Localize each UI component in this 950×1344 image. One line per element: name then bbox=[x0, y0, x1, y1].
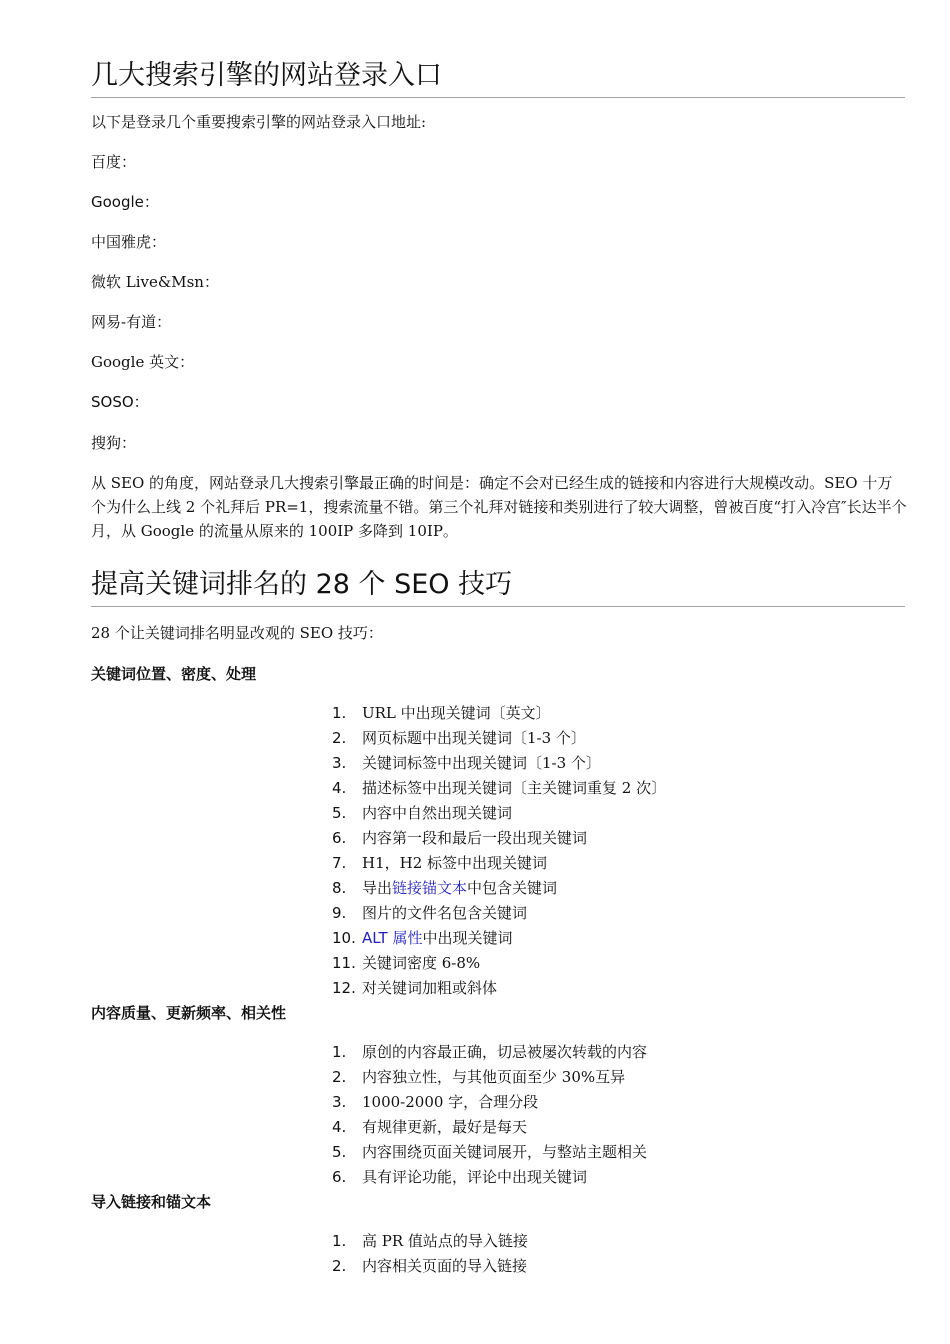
list-item bbox=[332, 876, 666, 901]
list-number: 6. bbox=[332, 829, 347, 847]
list-number: 1. bbox=[332, 1043, 347, 1061]
list-number: 6. bbox=[332, 1168, 347, 1186]
entry-google: Google： bbox=[91, 193, 159, 211]
list-text: 内容独立性，与其他页面至少 30%互异 bbox=[362, 1068, 626, 1086]
list-item bbox=[332, 951, 666, 976]
list-item bbox=[332, 1090, 647, 1115]
list-number: 1. bbox=[332, 1232, 347, 1250]
list-number: 10. bbox=[332, 929, 356, 947]
list-text: 中出现关键词 bbox=[422, 929, 513, 947]
list-item bbox=[332, 751, 666, 776]
list-text: 内容相关页面的导入链接 bbox=[362, 1257, 528, 1275]
list-text: 对关键词加粗或斜体 bbox=[362, 979, 498, 997]
list-item bbox=[332, 1165, 647, 1190]
list-item bbox=[332, 976, 666, 1001]
list-text: 图片的文件名包含关键词 bbox=[362, 904, 528, 922]
list-number: 4. bbox=[332, 779, 347, 797]
list-text: 高 PR 值站点的导入链接 bbox=[362, 1232, 528, 1250]
anchor-text-link[interactable]: 链接锚文本 bbox=[392, 879, 468, 897]
content-tips-list bbox=[332, 1040, 647, 1190]
seo-tips-intro: 28 个让关键词排名明显改观的 SEO 技巧： bbox=[91, 624, 383, 642]
list-text: 具有评论功能，评论中出现关键词 bbox=[362, 1168, 588, 1186]
entry-baidu: 百度： bbox=[91, 153, 137, 171]
list-item bbox=[332, 1229, 528, 1254]
list-item bbox=[332, 801, 666, 826]
list-text: 中包含关键词 bbox=[467, 879, 558, 897]
list-number: 8. bbox=[332, 879, 347, 897]
list-number: 7. bbox=[332, 854, 347, 872]
list-item bbox=[332, 726, 666, 751]
entry-yahoo-china: 中国雅虎： bbox=[91, 233, 167, 251]
list-item bbox=[332, 1065, 647, 1090]
list-item bbox=[332, 1040, 647, 1065]
list-number: 1. bbox=[332, 704, 347, 722]
list-number: 2. bbox=[332, 1068, 347, 1086]
list-number: 3. bbox=[332, 1093, 347, 1111]
entry-live-msn: 微软 Live&Msn： bbox=[91, 273, 219, 291]
link-tips-list bbox=[332, 1229, 528, 1279]
list-text: 原创的内容最正确，切忌被屡次转载的内容 bbox=[362, 1043, 648, 1061]
list-number: 3. bbox=[332, 754, 347, 772]
alt-attribute-link[interactable]: ALT 属性 bbox=[362, 929, 423, 947]
list-text: 关键词密度 6-8% bbox=[362, 954, 481, 972]
list-item bbox=[332, 926, 666, 951]
subheading-content-quality: 内容质量、更新频率、相关性 bbox=[91, 1004, 287, 1022]
list-item bbox=[332, 851, 666, 876]
list-item bbox=[332, 901, 666, 926]
list-text: URL 中出现关键词〔英文〕 bbox=[362, 704, 551, 722]
list-item bbox=[332, 701, 666, 726]
list-text: 描述标签中出现关键词〔主关键词重复 2 次〕 bbox=[362, 779, 667, 797]
list-item bbox=[332, 1115, 647, 1140]
subheading-keyword-position: 关键词位置、密度、处理 bbox=[91, 665, 257, 683]
list-text: 内容中自然出现关键词 bbox=[362, 804, 513, 822]
section-title-seo-tips: 提高关键词排名的 28 个 SEO 技巧 bbox=[91, 567, 905, 607]
entry-sogou: 搜狗： bbox=[91, 434, 137, 452]
list-item bbox=[332, 776, 666, 801]
list-number: 9. bbox=[332, 904, 347, 922]
list-text: 网页标题中出现关键词〔1-3 个〕 bbox=[362, 729, 586, 747]
list-text: 内容第一段和最后一段出现关键词 bbox=[362, 829, 588, 847]
list-item bbox=[332, 826, 666, 851]
list-text: 关键词标签中出现关键词〔1-3 个〕 bbox=[362, 754, 601, 772]
section-title-search-engines: 几大搜索引擎的网站登录入口 bbox=[91, 58, 905, 98]
entry-google-english: Google 英文： bbox=[91, 353, 195, 371]
entry-youdao: 网易-有道： bbox=[91, 313, 172, 331]
list-item bbox=[332, 1140, 647, 1165]
list-number: 11. bbox=[332, 954, 356, 972]
list-text: 导出 bbox=[362, 879, 393, 897]
intro-text: 以下是登录几个重要搜索引擎的网站登录入口地址: bbox=[91, 113, 427, 131]
subheading-inbound-links: 导入链接和锚文本 bbox=[91, 1193, 212, 1211]
seo-timing-paragraph: 从 SEO 的角度，网站登录几大搜索引擎最正确的时间是：确定不会对已经生成的链接和内容进行大规模改动。SEO 十万个为什么上线 2 个礼拜后 PR=1，搜索流量不错。第三个礼拜对链接和类别进行了较大调整，曾被百度“打入冷宫″长达半个月，从 Google 的流量从原来的 100IP 多降到 10IP。 bbox=[91, 474, 907, 540]
list-text: H1，H2 标签中出现关键词 bbox=[362, 854, 548, 872]
list-number: 2. bbox=[332, 1257, 347, 1275]
list-text: 1000-2000 字，合理分段 bbox=[362, 1093, 539, 1111]
list-number: 4. bbox=[332, 1118, 347, 1136]
list-item bbox=[332, 1254, 528, 1279]
entry-soso: SOSO： bbox=[91, 393, 149, 411]
keyword-tips-list bbox=[332, 701, 666, 1001]
list-number: 5. bbox=[332, 804, 347, 822]
list-number: 2. bbox=[332, 729, 347, 747]
list-text: 内容围绕页面关键词展开，与整站主题相关 bbox=[362, 1143, 648, 1161]
list-number: 12. bbox=[332, 979, 356, 997]
list-text: 有规律更新，最好是每天 bbox=[362, 1118, 528, 1136]
list-number: 5. bbox=[332, 1143, 347, 1161]
